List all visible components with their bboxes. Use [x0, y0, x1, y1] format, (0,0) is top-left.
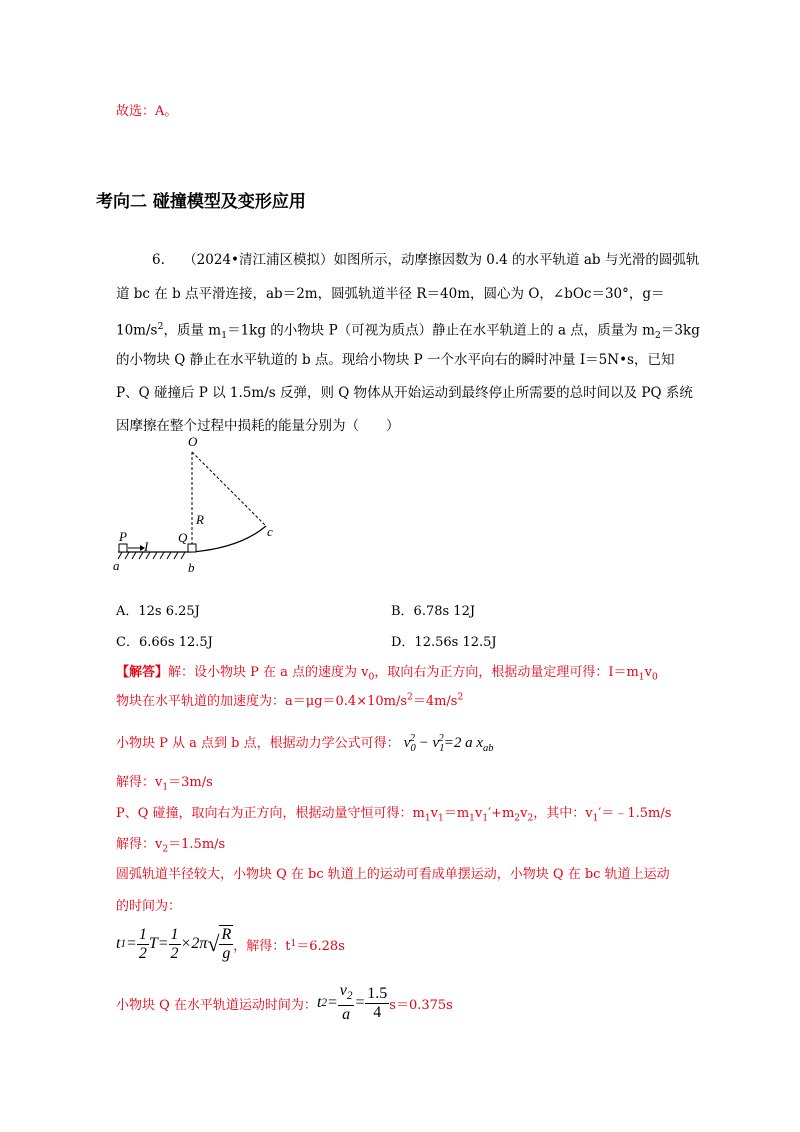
question-line-3: $10m/s^2$，质量 $m_1=1kg$ 的小物块 P（可视为质点）静止在水平轨道上的 a 点，质量为 $m_2=3kg$	[116, 321, 700, 342]
question-line-1: 6. （2024•清江浦区模拟）如图所示，动摩擦因数为 0.4 的水平轨道 ab 与光滑的圆弧轨	[152, 252, 700, 268]
question-line-4: 的小物块 Q 静止在水平轨道的 b 点。现给小物块 P 一个水平向右的瞬时冲量 I＝5N•s，已知	[116, 352, 675, 368]
arc-track	[192, 526, 266, 552]
solution-line-9: t 1 = $\frac{1}{2}$ T= $\frac{1}{2}$ ×2π √ $\frac{R}{g}$ ，解得：t 1 ＝6.28s	[116, 925, 345, 962]
label-I: I	[144, 539, 149, 554]
solution-line-10: 小物块 Q 在水平轨道运动时间为： t 2 = $\frac{v_2}{a}$ = $\frac{1.5}{4}$ s＝0.375s	[116, 982, 453, 1024]
solution-line-7: 圆弧轨道半径较大，小物块 Q 在 bc 轨道上的运动可看成单摆运动，小物块 Q 在 bc 轨道上运动	[116, 867, 670, 882]
label-R: R	[196, 512, 204, 527]
label-Q: Q	[178, 530, 188, 545]
solution-line-3: 小物块 P 从 a 点到 b 点，根据动力学公式可得： $v_0^2 - v_1^2=2$ a $x_{ab}$	[116, 733, 494, 754]
solution-line-5: P、Q 碰撞，取向右为正方向，根据动量守恒可得：$m_1v_1=m_1v_1'+m_2v_2$，其中：$v_1'=﹣1.5m/s$	[116, 806, 672, 824]
ground-hatching	[118, 552, 185, 559]
physics-diagram	[100, 430, 300, 580]
solution-line-2: 物块在水平轨道的加速度为：$a=\mu g=0.4\times 10m/s^2=4m/s^2$	[116, 692, 464, 709]
solution-label: 【解答】	[116, 665, 169, 680]
period-equation: t 1 = $\frac{1}{2}$ T= $\frac{1}{2}$ ×2π √ $\frac{R}{g}$	[116, 925, 232, 962]
label-O: O	[188, 434, 198, 449]
block-Q	[188, 544, 196, 552]
solution-line-8: 的时间为：	[116, 899, 182, 914]
option-A[interactable]: A．12s 6.25J	[116, 604, 200, 619]
question-line-5: P、Q 碰撞后 P 以 1.5m/s 反弹，则 Q 物体从开始运动到最终停止所需要的总时间以及 PQ 系统	[116, 385, 693, 401]
solution-line-4: 解得：$v_1=3m/s$	[116, 775, 213, 793]
label-c: c	[267, 524, 273, 539]
label-b: b	[188, 560, 195, 575]
section-heading: 考向二 碰撞模型及变形应用	[96, 192, 306, 212]
previous-answer: 故选：A。	[116, 104, 178, 119]
solution-line-6: 解得：$v_2=1.5m/s$	[116, 837, 226, 855]
question-line-2: 道 bc 在 b 点平滑连接，ab＝2m，圆弧轨道半径 R＝40m，圆心为 O，∠bOc＝30°，g＝	[116, 286, 665, 302]
block-P	[119, 544, 127, 552]
option-B[interactable]: B．6.78s 12J	[391, 604, 476, 619]
label-a: a	[113, 558, 120, 573]
question-line-6: 因摩擦在整个过程中损耗的能量分别为（ ）	[116, 418, 400, 434]
label-P: P	[119, 529, 127, 544]
kinematic-equation: $v_0^2 - v_1^2=2$ a $x_{ab}$	[403, 733, 494, 754]
question-number: 6.	[152, 252, 165, 268]
option-D[interactable]: D．12.56s 12.5J	[391, 635, 497, 650]
solution-line-1: 【解答】解：设小物块 P 在 a 点的速度为 $v_0$，取向右为正方向，根据动量定理可得：$I=m_1v_0$	[116, 665, 658, 683]
horizontal-time-equation: t 2 = $\frac{v_2}{a}$ = $\frac{1.5}{4}$	[316, 982, 388, 1024]
option-C[interactable]: C．6.66s 12.5J	[116, 635, 213, 650]
